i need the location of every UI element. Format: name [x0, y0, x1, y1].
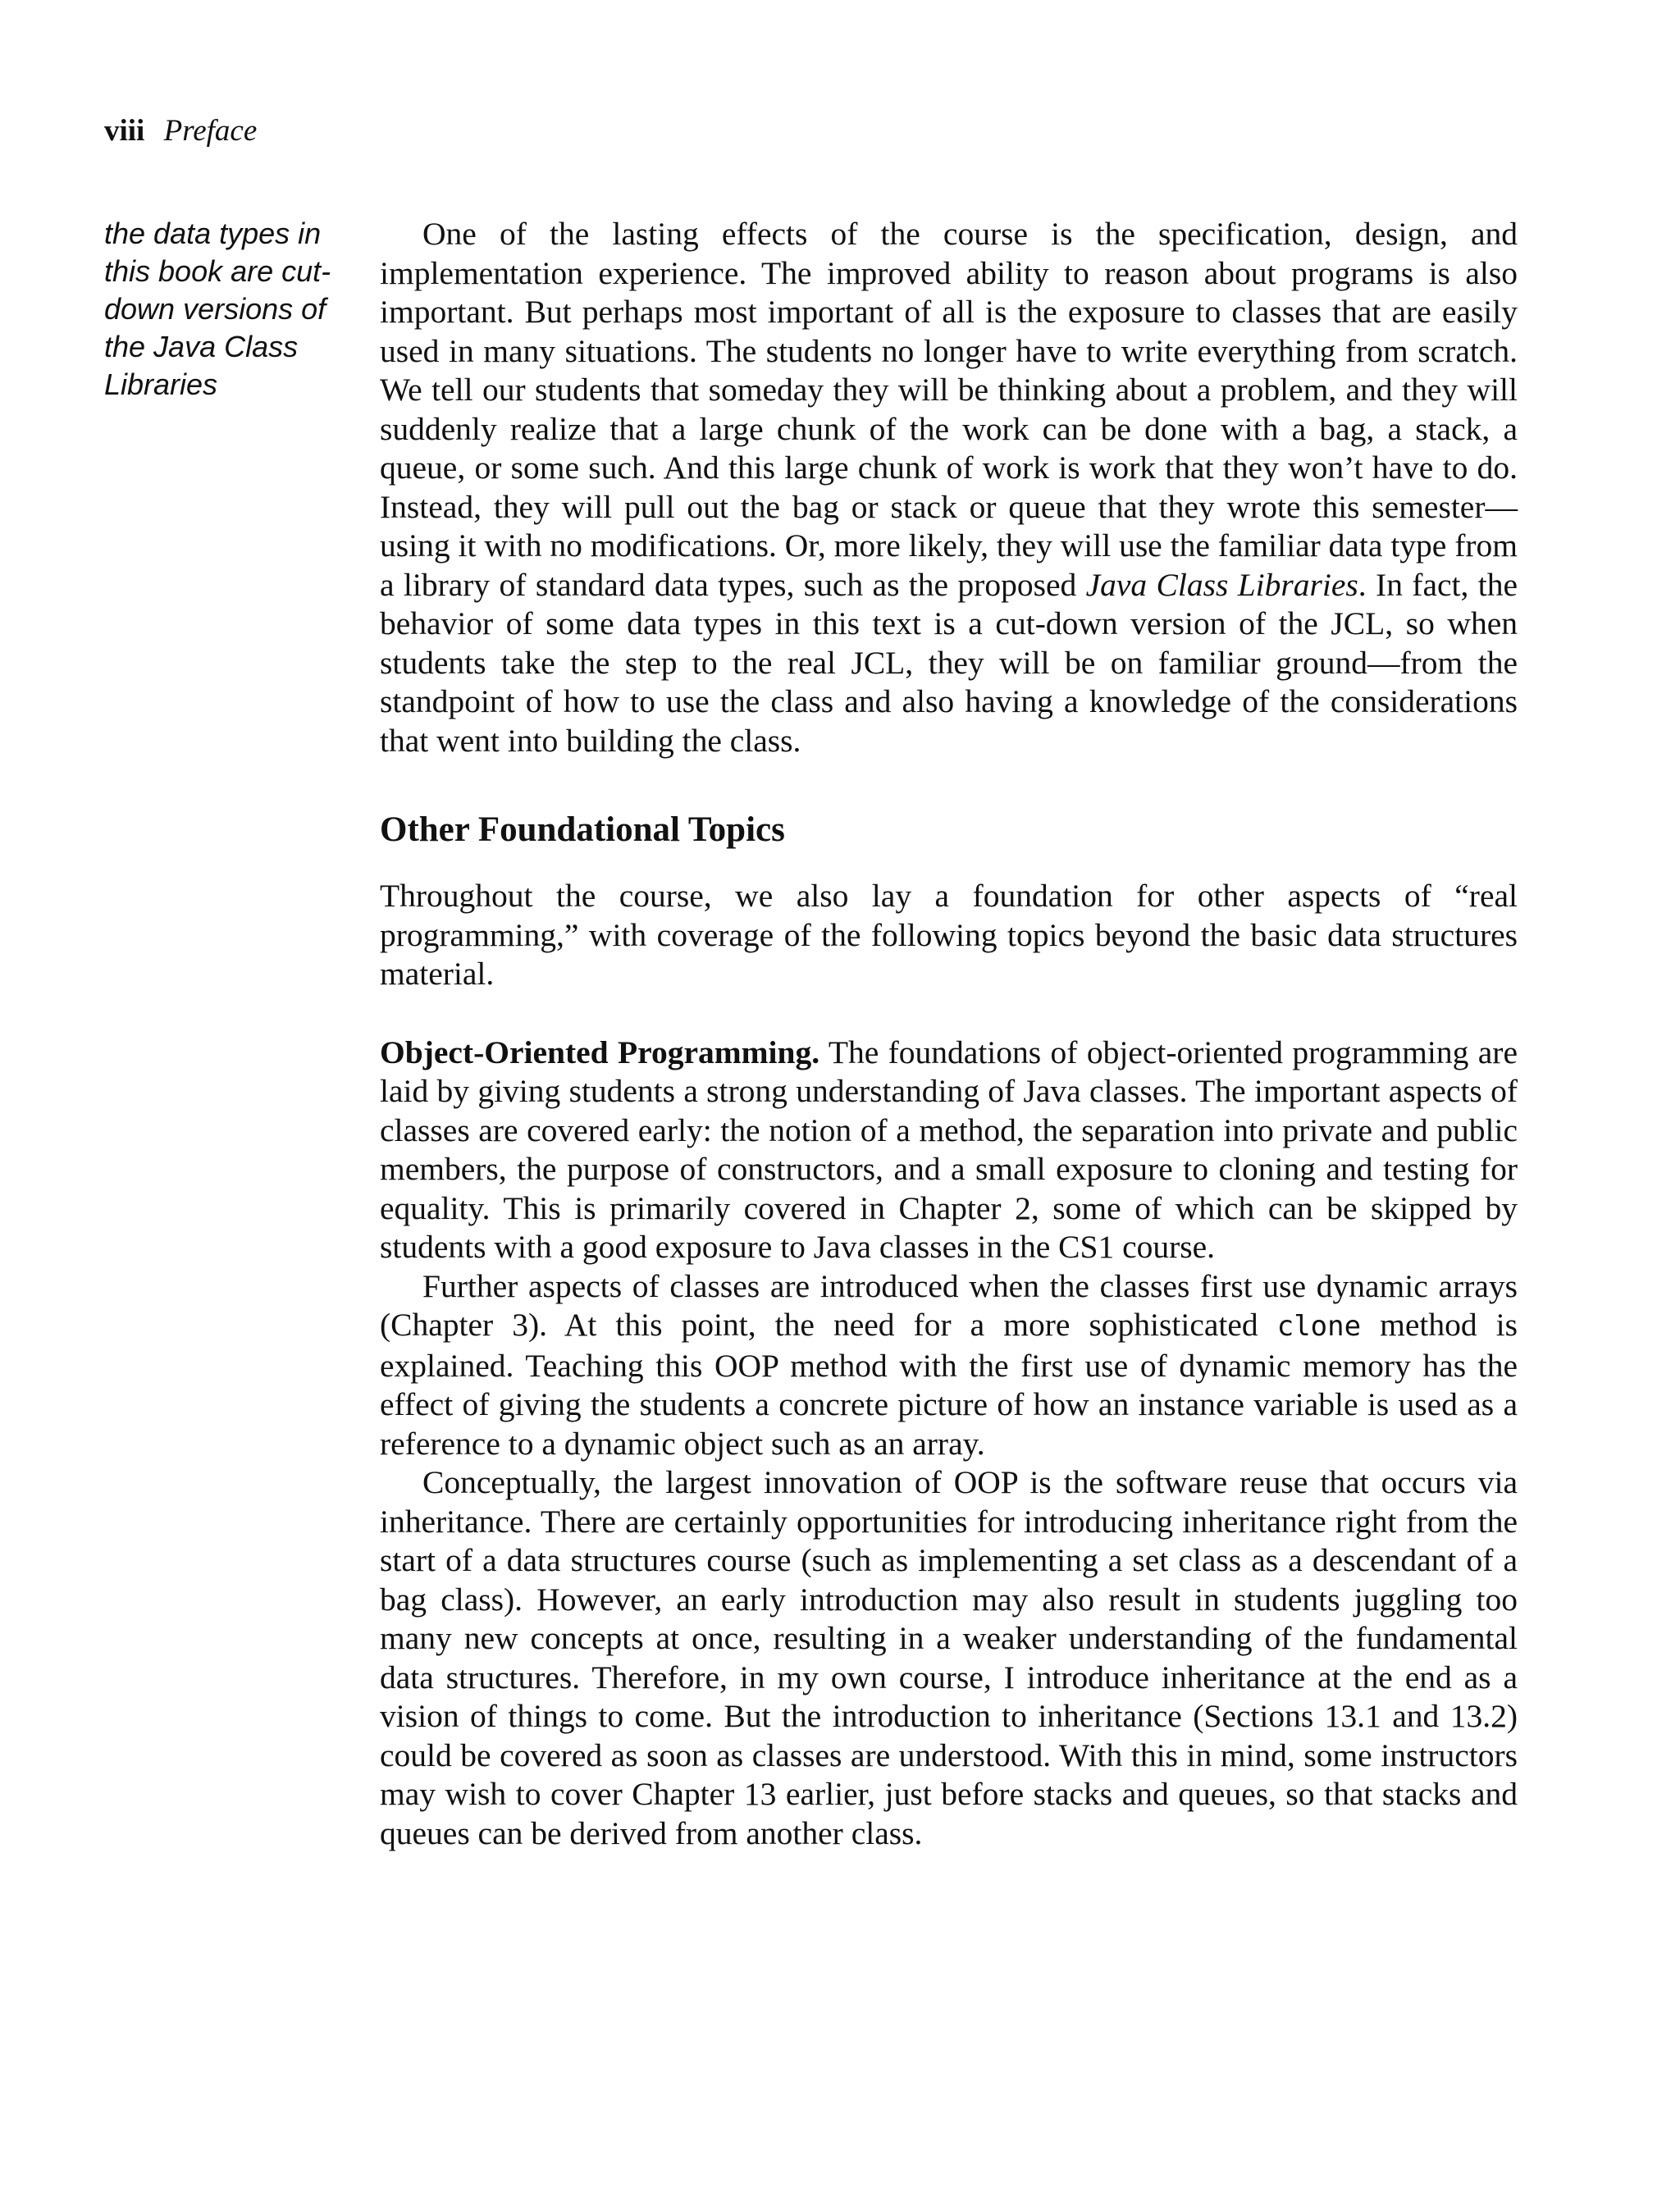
page-number: viii: [104, 114, 145, 148]
italic-term-java-class-libraries: Java Class Libraries: [1085, 566, 1358, 603]
paragraph-text: . In fact, the behavior of some data types in this text is a cut-down version of the JCL, so when students take the step to the real JCL, they will be on familiar ground—from the standpoint of how to use the class and also having a knowledge of the considerations that went into building the class.: [380, 566, 1518, 759]
code-term-clone: clone: [1276, 1310, 1362, 1343]
running-head-section: Preface: [163, 114, 258, 148]
paragraph-oop: [380, 1034, 1518, 1267]
running-head: [104, 112, 257, 150]
paragraph-lasting-effects: [380, 215, 1518, 760]
margin-note: the data types in this book are cut-down versions of the Java Class Libraries: [104, 217, 331, 401]
paragraph-text: One of the lasting effects of the course is the specification, design, and implementation experience. The improved ability to reason about programs is also important. But perhaps most important of all is the exposure to classes that are easily used in many situations. The students no longer have to write everything from scratch. We tell our students that someday they will be thinking about a problem, and they will suddenly realize that a large chunk of the work can be done with a bag, a stack, a queue, or some such. And this large chunk of work is work that they won’t have to do. Instead, they will pull out the bag or stack or queue that they wrote this semester—using it with no modifications. Or, more likely, they will use the familiar data type from a library of standard data types, such as the proposed: [380, 216, 1518, 603]
run-in-heading: Object-Oriented Programming.: [380, 1034, 820, 1070]
paragraph-text: The foundations of object-oriented programming are laid by giving students a strong understanding of Java classes. The important aspects of classes are covered early: the notion of a method, the separation into private and public members, the purpose of constructors, and a small exposure to cloning and testing for equality. This is primarily covered in Chapter 2, some of which can be skipped by students with a good exposure to Java classes in the CS1 course.: [380, 1034, 1518, 1265]
main-text: [380, 215, 1518, 1853]
paragraph-dynamic-arrays: [380, 1267, 1518, 1464]
paragraph-foundation: Throughout the course, we also lay a foundation for other aspects of “real programming,” with coverage of the following topics beyond the basic data structures material.: [380, 878, 1518, 992]
section-heading: Other Foundational Topics: [380, 810, 785, 849]
paragraph-text: Further aspects of classes are introduced when the classes first use dynamic arrays (Chapter 3). At this point, the need for a more sophisticated: [380, 1267, 1518, 1343]
paragraph-text: method is explained. Teaching this OOP method with the first use of dynamic memory has the effect of giving the students a concrete picture of how an instance variable is used as a reference to a dynamic object such as an array.: [380, 1307, 1518, 1462]
paragraph-inheritance: Conceptually, the largest innovation of OOP is the software reuse that occurs via inheritance. There are certainly opportunities for introducing inheritance right from the start of a data structures course (such as implementing a set class as a descendant of a bag class). However, an early introduction may also result in students juggling too many new concepts at once, resulting in a weaker understanding of the fundamental data structures. Therefore, in my own course, I introduce inheritance at the end as a vision of things to come. But the introduction to inheritance (Sections 13.1 and 13.2) could be covered as soon as classes are understood. With this in mind, some instructors may wish to cover Chapter 13 earlier, just before stacks and queues, so that stacks and queues can be derived from another class.: [380, 1464, 1518, 1851]
